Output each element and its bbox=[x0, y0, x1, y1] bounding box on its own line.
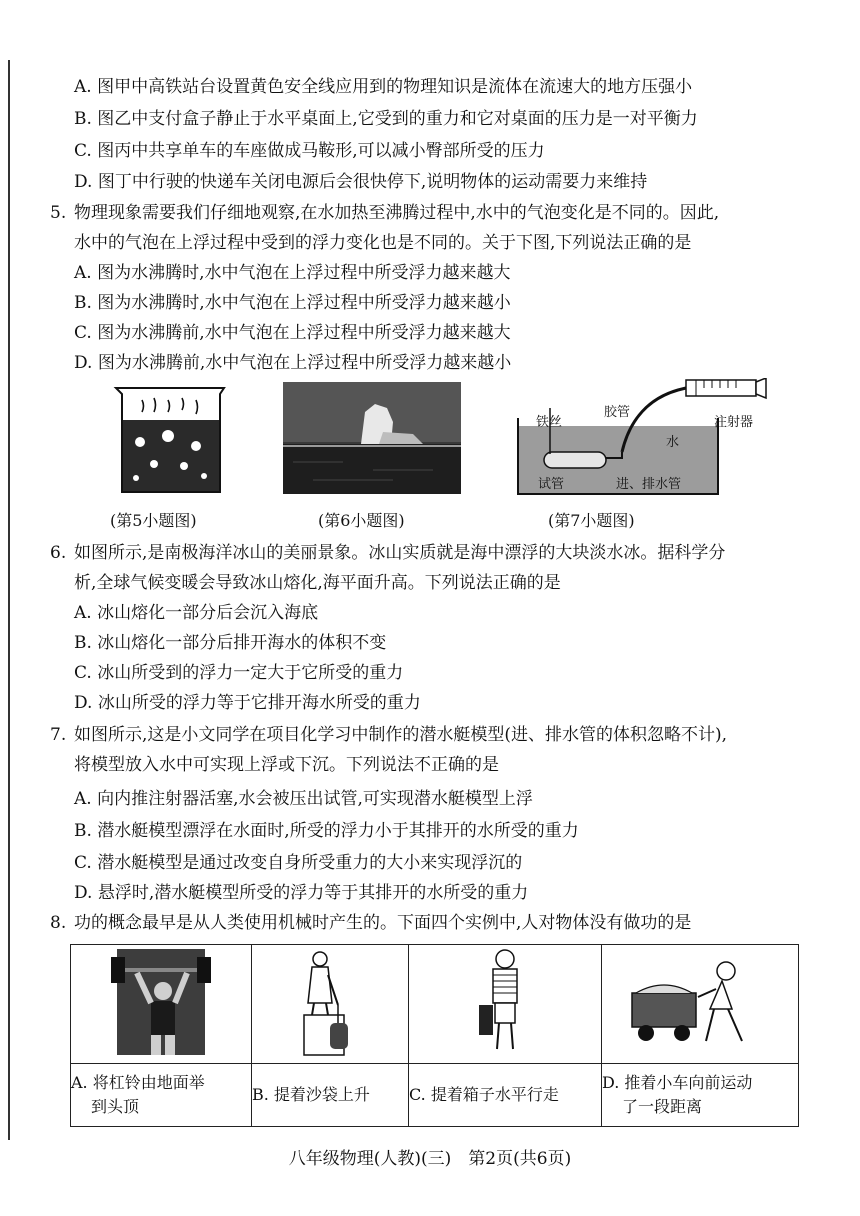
q8-image-d bbox=[602, 945, 799, 1064]
q5-number: 5. bbox=[50, 203, 67, 223]
q8-image-a bbox=[71, 945, 252, 1064]
q8-option-d-line2: 了一段距离 bbox=[622, 1097, 703, 1116]
q5-stem-line2: 水中的气泡在上浮过程中受到的浮力变化也是不同的。关于下图,下列说法正确的是 bbox=[74, 233, 692, 253]
fig6-caption: (第6小题图) bbox=[318, 511, 405, 530]
q6-number: 6. bbox=[50, 543, 67, 563]
q6-stem-line2: 析,全球气候变暖会导致冰山熔化,海平面升高。下列说法正确的是 bbox=[74, 573, 561, 593]
fig7-label-water: 水 bbox=[666, 435, 680, 450]
fig7-label-tube: 试管 bbox=[538, 477, 565, 492]
q5-stem-line1 bbox=[50, 202, 719, 224]
q6-stem-line1 bbox=[50, 542, 725, 564]
q7-number: 7. bbox=[50, 725, 67, 745]
q6-stem-text1: 如图所示,是南极海洋冰山的美丽景象。冰山实质就是海中漂浮的大块淡水冰。据科学分 bbox=[74, 543, 726, 563]
q4-option-c: C. 图丙中共享单车的车座做成马鞍形,可以减小臀部所受的压力 bbox=[74, 141, 545, 161]
q5-option-a: A. 图为水沸腾时,水中气泡在上浮过程中所受浮力越来越大 bbox=[74, 263, 511, 283]
q8-option-d-line1: D. 推着小车向前运动 bbox=[602, 1073, 753, 1092]
q5-option-c: C. 图为水沸腾前,水中气泡在上浮过程中所受浮力越来越大 bbox=[74, 323, 511, 343]
q4-option-a: A. 图甲中高铁站台设置黄色安全线应用到的物理知识是流体在流速大的地方压强小 bbox=[74, 77, 693, 97]
q8-option-a-line1: A. 将杠铃由地面举 bbox=[71, 1073, 205, 1092]
q5-option-b: B. 图为水沸腾时,水中气泡在上浮过程中所受浮力越来越小 bbox=[74, 293, 511, 313]
weightlifter-photo bbox=[71, 945, 251, 1059]
q6-option-b: B. 冰山熔化一部分后排开海水的体积不变 bbox=[74, 633, 387, 653]
beaker-bubbles-figure bbox=[110, 380, 230, 498]
q8-number: 8. bbox=[50, 913, 67, 933]
q8-option-c-line1: C. 提着箱子水平行走 bbox=[409, 1085, 559, 1104]
boy-pushing-cart-drawing bbox=[602, 945, 798, 1059]
fig7-caption: (第7小题图) bbox=[548, 511, 635, 530]
q7-stem-text1: 如图所示,这是小文同学在项目化学习中制作的潜水艇模型(进、排水管的体积忽略不计), bbox=[74, 725, 728, 745]
q6-option-c: C. 冰山所受到的浮力一定大于它所受的重力 bbox=[74, 663, 404, 683]
q8-image-b bbox=[252, 945, 409, 1064]
q8-stem-text: 功的概念最早是从人类使用机械时产生的。下面四个实例中,人对物体没有做功的是 bbox=[74, 913, 692, 933]
q8-option-b-line1: B. 提着沙袋上升 bbox=[252, 1085, 370, 1104]
q8-image-c bbox=[409, 945, 602, 1064]
q8-stem-line bbox=[50, 912, 691, 934]
q7-stem-line2: 将模型放入水中可实现上浮或下沉。下列说法不正确的是 bbox=[74, 755, 499, 775]
q6-option-d: D. 冰山所受的浮力等于它排开海水所受的重力 bbox=[74, 693, 421, 713]
q7-option-d: D. 悬浮时,潜水艇模型所受的浮力等于其排开的水所受的重力 bbox=[74, 883, 529, 903]
fig5-caption: (第5小题图) bbox=[110, 511, 197, 530]
man-lifting-sandbag-drawing bbox=[252, 945, 408, 1059]
q5-stem-text1: 物理现象需要我们仔细地观察,在水加热至沸腾过程中,水中的气泡变化是不同的。因此, bbox=[74, 203, 720, 223]
fig7-label-hose: 胶管 bbox=[604, 405, 631, 420]
q5-option-d: D. 图为水沸腾前,水中气泡在上浮过程中所受浮力越来越小 bbox=[74, 353, 512, 373]
fig7-label-syringe: 注射器 bbox=[714, 415, 754, 430]
q8-option-a-line2: 到头顶 bbox=[91, 1097, 140, 1116]
q4-option-b: B. 图乙中支付盒子静止于水平桌面上,它受到的重力和它对桌面的压力是一对平衡力 bbox=[74, 109, 698, 129]
q8-option-c-cell bbox=[409, 1064, 602, 1127]
iceberg-photo bbox=[283, 382, 461, 494]
q8-option-b-cell bbox=[252, 1064, 409, 1127]
q6-option-a: A. 冰山熔化一部分后会沉入海底 bbox=[74, 603, 319, 623]
q8-option-a-cell bbox=[71, 1064, 252, 1127]
q4-option-d: D. 图丁中行驶的快递车关闭电源后会很快停下,说明物体的运动需要力来维持 bbox=[74, 172, 648, 192]
q7-option-b: B. 潜水艇模型漂浮在水面时,所受的浮力小于其排开的水所受的重力 bbox=[74, 821, 579, 841]
q7-option-a: A. 向内推注射器活塞,水会被压出试管,可实现潜水艇模型上浮 bbox=[74, 789, 533, 809]
fig7-label-wire: 铁丝 bbox=[536, 415, 563, 430]
page-footer: 八年级物理(人教)(三) 第2页(共6页) bbox=[288, 1149, 572, 1169]
fig7-label-pipe: 进、排水管 bbox=[616, 477, 682, 492]
q7-stem-line1 bbox=[50, 724, 727, 746]
page-edge-line bbox=[8, 60, 10, 1140]
q7-option-c: C. 潜水艇模型是通过改变自身所受重力的大小来实现浮沉的 bbox=[74, 853, 523, 873]
boy-carrying-box-drawing bbox=[409, 945, 601, 1059]
q8-options-table bbox=[70, 944, 799, 1127]
q8-option-d-cell bbox=[602, 1064, 799, 1127]
